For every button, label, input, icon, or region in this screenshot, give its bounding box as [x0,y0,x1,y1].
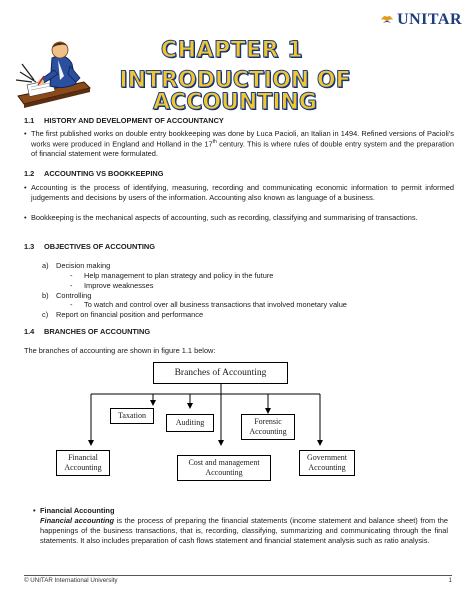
unitar-logo-icon [380,13,394,27]
history-superscript: th [212,138,217,145]
fa-text: is the process of preparing the financial statements (income statement and balance sheet) from the happenings of the business transactions, that is, recording, classifying, summarizing and communicating through the final statements. It also includes preparation of cash flows statement and financial statement analysis such as ratio analysis. [40,516,448,545]
financial-accounting-heading: • Financial Accounting [33,506,453,516]
diagram-financial-box: Financial Accounting [56,450,110,476]
section-number: 1.3 [24,242,35,251]
diagram-forensic-box: Forensic Accounting [241,414,295,440]
diagram-root-box: Branches of Accounting [153,362,288,384]
section-1-1-heading [24,116,224,126]
diagram-cost-box: Cost and management Accounting [177,455,271,481]
chapter-label: CHAPTER 1 [160,38,304,63]
page-number: 1 [448,577,452,584]
objective-item [42,261,110,271]
item-text: Report on financial position and performance [56,310,204,319]
section-1-4-heading [24,327,150,337]
logo-text: UNITAR [397,11,462,28]
diagram-taxation-box: Taxation [110,408,154,424]
accountant-clipart-icon [14,36,94,110]
item-marker: a) [42,261,49,270]
diagram-government-box: Government Accounting [299,450,355,476]
bookkeeping-definition-bullet: • Bookkeeping is the mechanical aspects of accounting, such as recording, classifying and summarising of transactions. [24,213,454,223]
section-title: ACCOUNTING VS BOOKKEEPING [44,169,164,178]
footer-divider [24,575,452,576]
section-title: OBJECTIVES OF ACCOUNTING [44,242,156,251]
objective-item [42,310,203,320]
item-text: Controlling [56,291,92,300]
chapter-title: INTRODUCTION OF ACCOUNTING [119,68,351,115]
item-text: Decision making [56,261,111,270]
section-number: 1.4 [24,327,35,336]
item-marker: - [70,281,73,290]
fa-term: Financial accounting [40,516,115,525]
accounting-definition-bullet: • Accounting is the process of identifying, measuring, recording and communicating economic information to permit informed judgements and decisions by users of the information. Accounting also known as language of a business. [24,183,454,203]
financial-accounting-paragraph [40,516,448,545]
branches-intro: The branches of accounting are shown in figure 1.1 below: [24,346,216,355]
item-text: Improve weaknesses [84,281,154,290]
item-text: To watch and control over all business transactions that involved monetary value [84,300,347,309]
history-text-part1: The first published works on double entry bookkeeping was done by Luca Pacioli, an Italian in 1494. Refined versions of Pacioli’s works were produced in England and Holland in the 17 [31,129,454,149]
item-text: Help management to plan strategy and policy in the future [84,271,274,280]
section-title: HISTORY AND DEVELOPMENT OF ACCOUNTANCY [44,116,224,125]
section-1-2-heading [24,169,164,179]
objective-subitem [70,271,273,281]
item-marker: - [70,271,73,280]
item-marker: - [70,300,73,309]
section-number: 1.1 [24,116,35,125]
section-number: 1.2 [24,169,35,178]
history-text-part2: century. This is where rules of double entry system and the preparation of financial statement were formulated. [31,139,454,158]
section-1-3-heading [24,242,155,252]
objective-subitem [70,300,347,310]
item-marker: c) [42,310,49,319]
footer-copyright: © UNITAR International University [24,577,118,584]
objective-subitem [70,281,153,291]
item-marker: b) [42,291,49,300]
diagram-auditing-box: Auditing [166,414,214,432]
history-paragraph [24,129,454,159]
section-title: BRANCHES OF ACCOUNTING [44,327,151,336]
unitar-logo [380,9,462,30]
